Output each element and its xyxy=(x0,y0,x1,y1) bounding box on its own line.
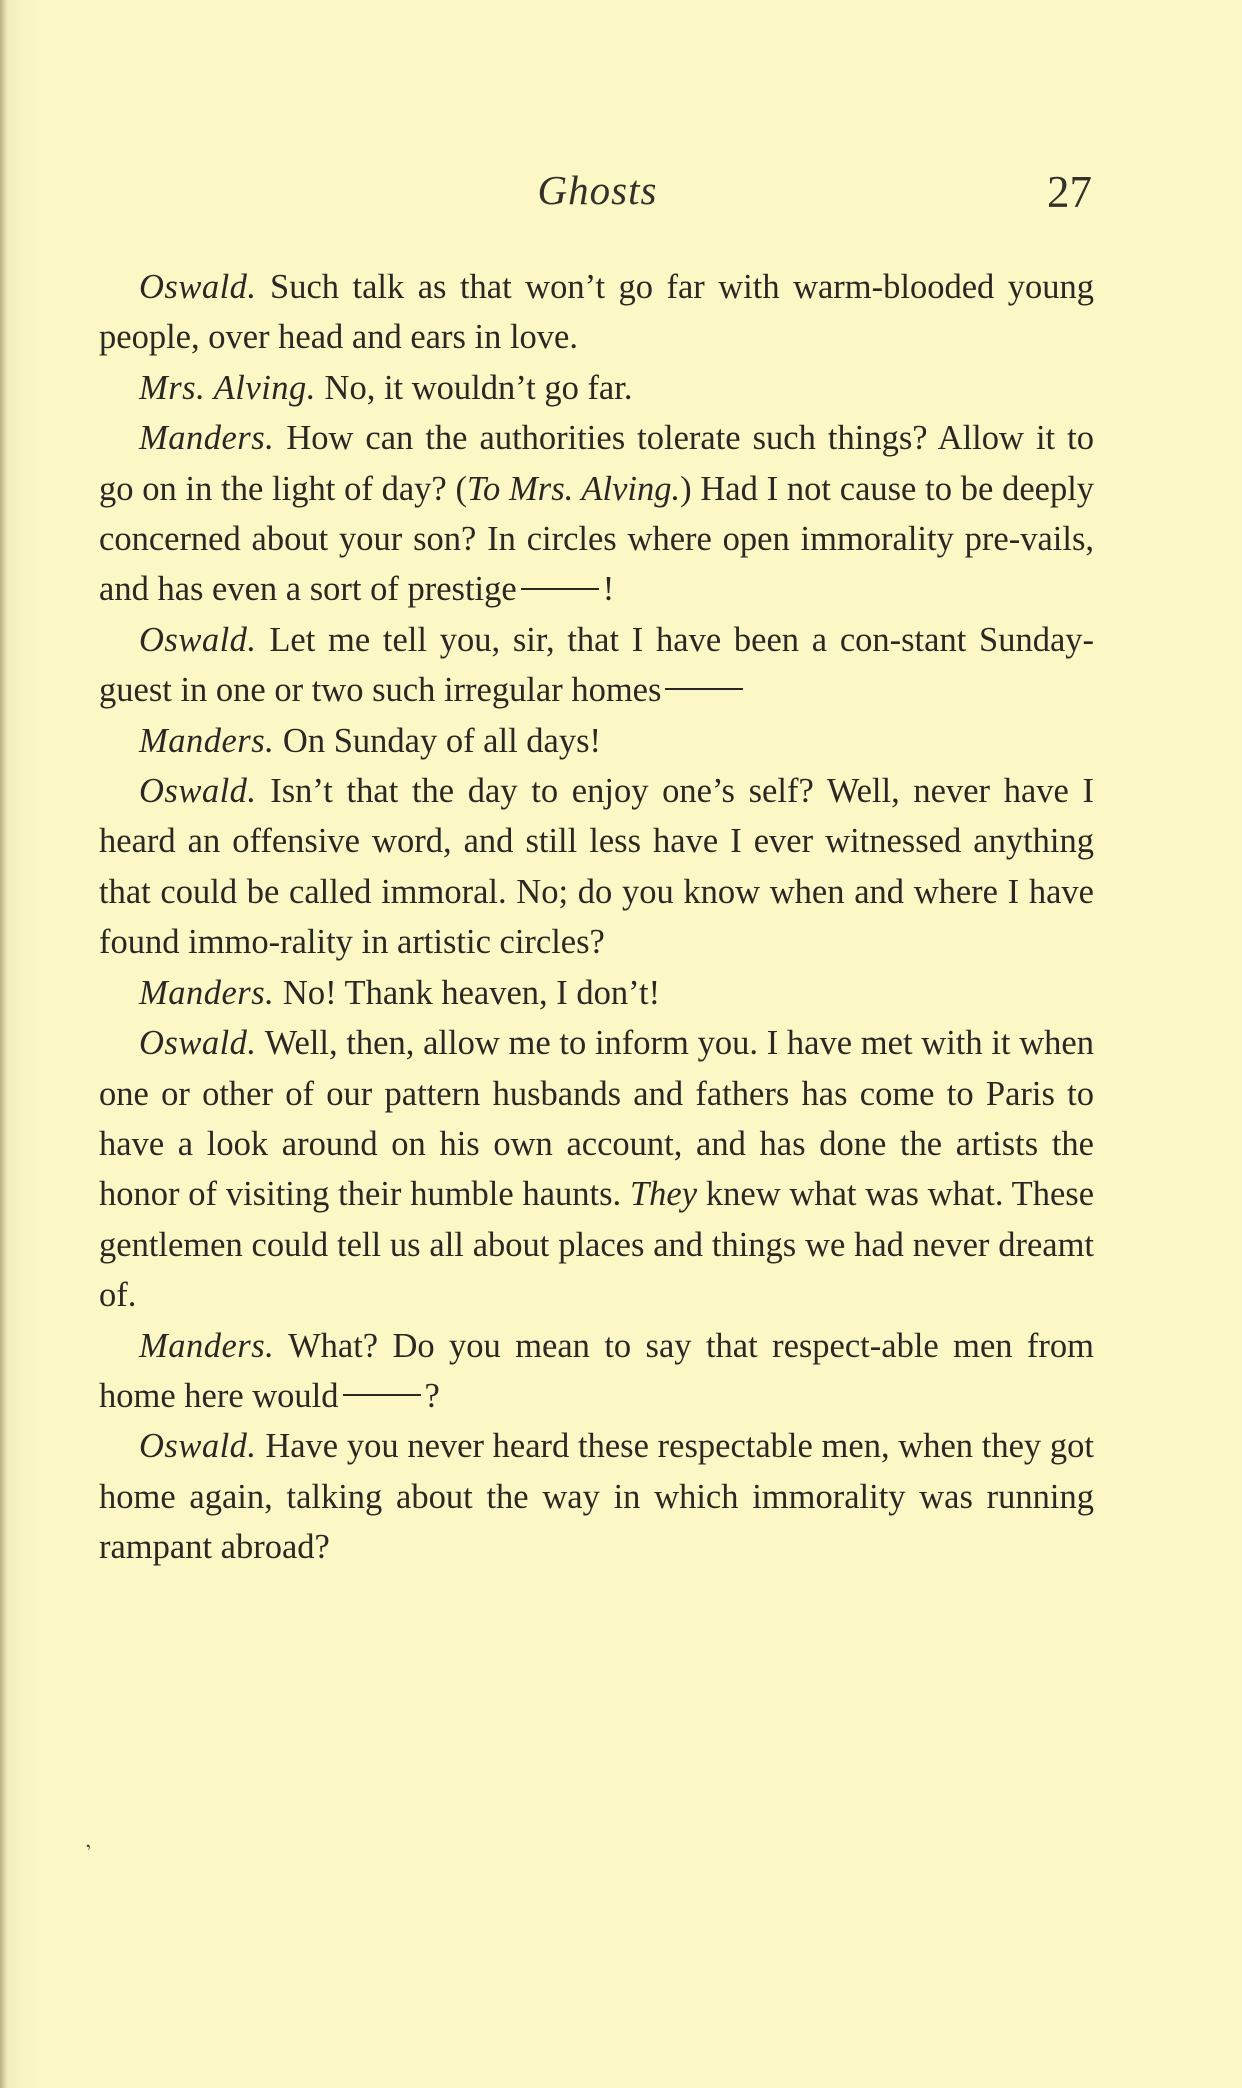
speech-text: Have you never heard these respectable men, when they got home again, talking about the way in which immorality was running rampant abroad? xyxy=(99,1427,1095,1567)
speaker-name: Oswald. xyxy=(139,620,257,659)
speech-text: Isn’t that the day to enjoy one’s self? Well, never have I heard an offensive word, and still less have I ever witnessed anything that could be called immoral. No; do you know when and where I have found immo-rality in artistic circles? xyxy=(99,772,1094,962)
speech-text: On Sunday of all days! xyxy=(282,721,602,760)
speech-paragraph xyxy=(99,968,1094,1018)
speech-text: No! Thank heaven, I don’t! xyxy=(282,973,661,1012)
speech-ending: ? xyxy=(424,1376,440,1415)
speaker-name: Oswald. xyxy=(139,1427,257,1466)
stage-open-paren: ( xyxy=(455,469,468,508)
speech-paragraph xyxy=(99,615,1094,716)
speech-ending: ! xyxy=(602,570,615,609)
emphasized-word: They xyxy=(630,1175,698,1214)
speaker-name: Manders. xyxy=(139,721,275,760)
speech-paragraph xyxy=(99,1421,1094,1572)
speaker-name: Oswald. xyxy=(139,772,257,811)
speech-paragraph xyxy=(99,363,1094,413)
speech-text: Such talk as that won’t go far with warm-blooded young people, over head and ears in love. xyxy=(99,268,1094,357)
speaker-name: Oswald. xyxy=(139,1024,257,1063)
speech-text: How can the authorities tolerate such things? Allow it to go on in the light of day? xyxy=(99,419,1094,508)
speech-text: Well, then, allow me to inform you. I have met with it when one or other of our pattern husbands and fathers has come to Paris to have a look around on his own account, and has done the artists the honor of visiting their humble haunts. xyxy=(99,1024,1094,1214)
speaker-name: Manders. xyxy=(139,1326,275,1365)
speaker-name: Oswald. xyxy=(139,268,257,306)
speech-paragraph xyxy=(99,262,1094,363)
speech-paragraph xyxy=(99,1321,1094,1422)
em-dash-rule xyxy=(343,1394,421,1396)
running-header-title: Ghosts xyxy=(537,167,658,213)
speech-paragraph xyxy=(99,716,1094,766)
speech-text: Had I not cause to be deeply concerned about your son? In circles where open immorality pre-vails, and has even a sort of prestige xyxy=(99,469,1095,609)
speech-paragraph xyxy=(99,766,1094,968)
stage-direction: To Mrs. Alving. xyxy=(467,469,681,508)
speaker-name: Manders. xyxy=(139,973,275,1012)
em-dash-rule xyxy=(665,688,743,690)
speech-text: What? Do you mean to say that respect-able men from home here would xyxy=(99,1326,1094,1415)
page-gutter-shadow xyxy=(0,0,8,2088)
speech-paragraph xyxy=(99,1018,1094,1320)
speech-text: No, it wouldn’t go far. xyxy=(324,368,633,407)
page-number: 27 xyxy=(1047,167,1092,217)
speaker-name: Manders. xyxy=(139,419,275,458)
speech-text: Let me tell you, sir, that I have been a con-stant Sunday-guest in one or two such irregular homes xyxy=(99,620,1095,710)
dialogue-text-block xyxy=(99,262,1094,1573)
stage-close-paren: ) xyxy=(680,469,692,508)
speaker-name: Mrs. Alving. xyxy=(139,368,316,407)
speech-paragraph xyxy=(99,413,1094,615)
em-dash-rule xyxy=(521,588,599,590)
speech-text: knew what was what. These gentlemen could tell us all about places and things we had never dreamt of. xyxy=(99,1175,1095,1315)
ink-speck-mark: ʼ xyxy=(82,1839,100,1863)
